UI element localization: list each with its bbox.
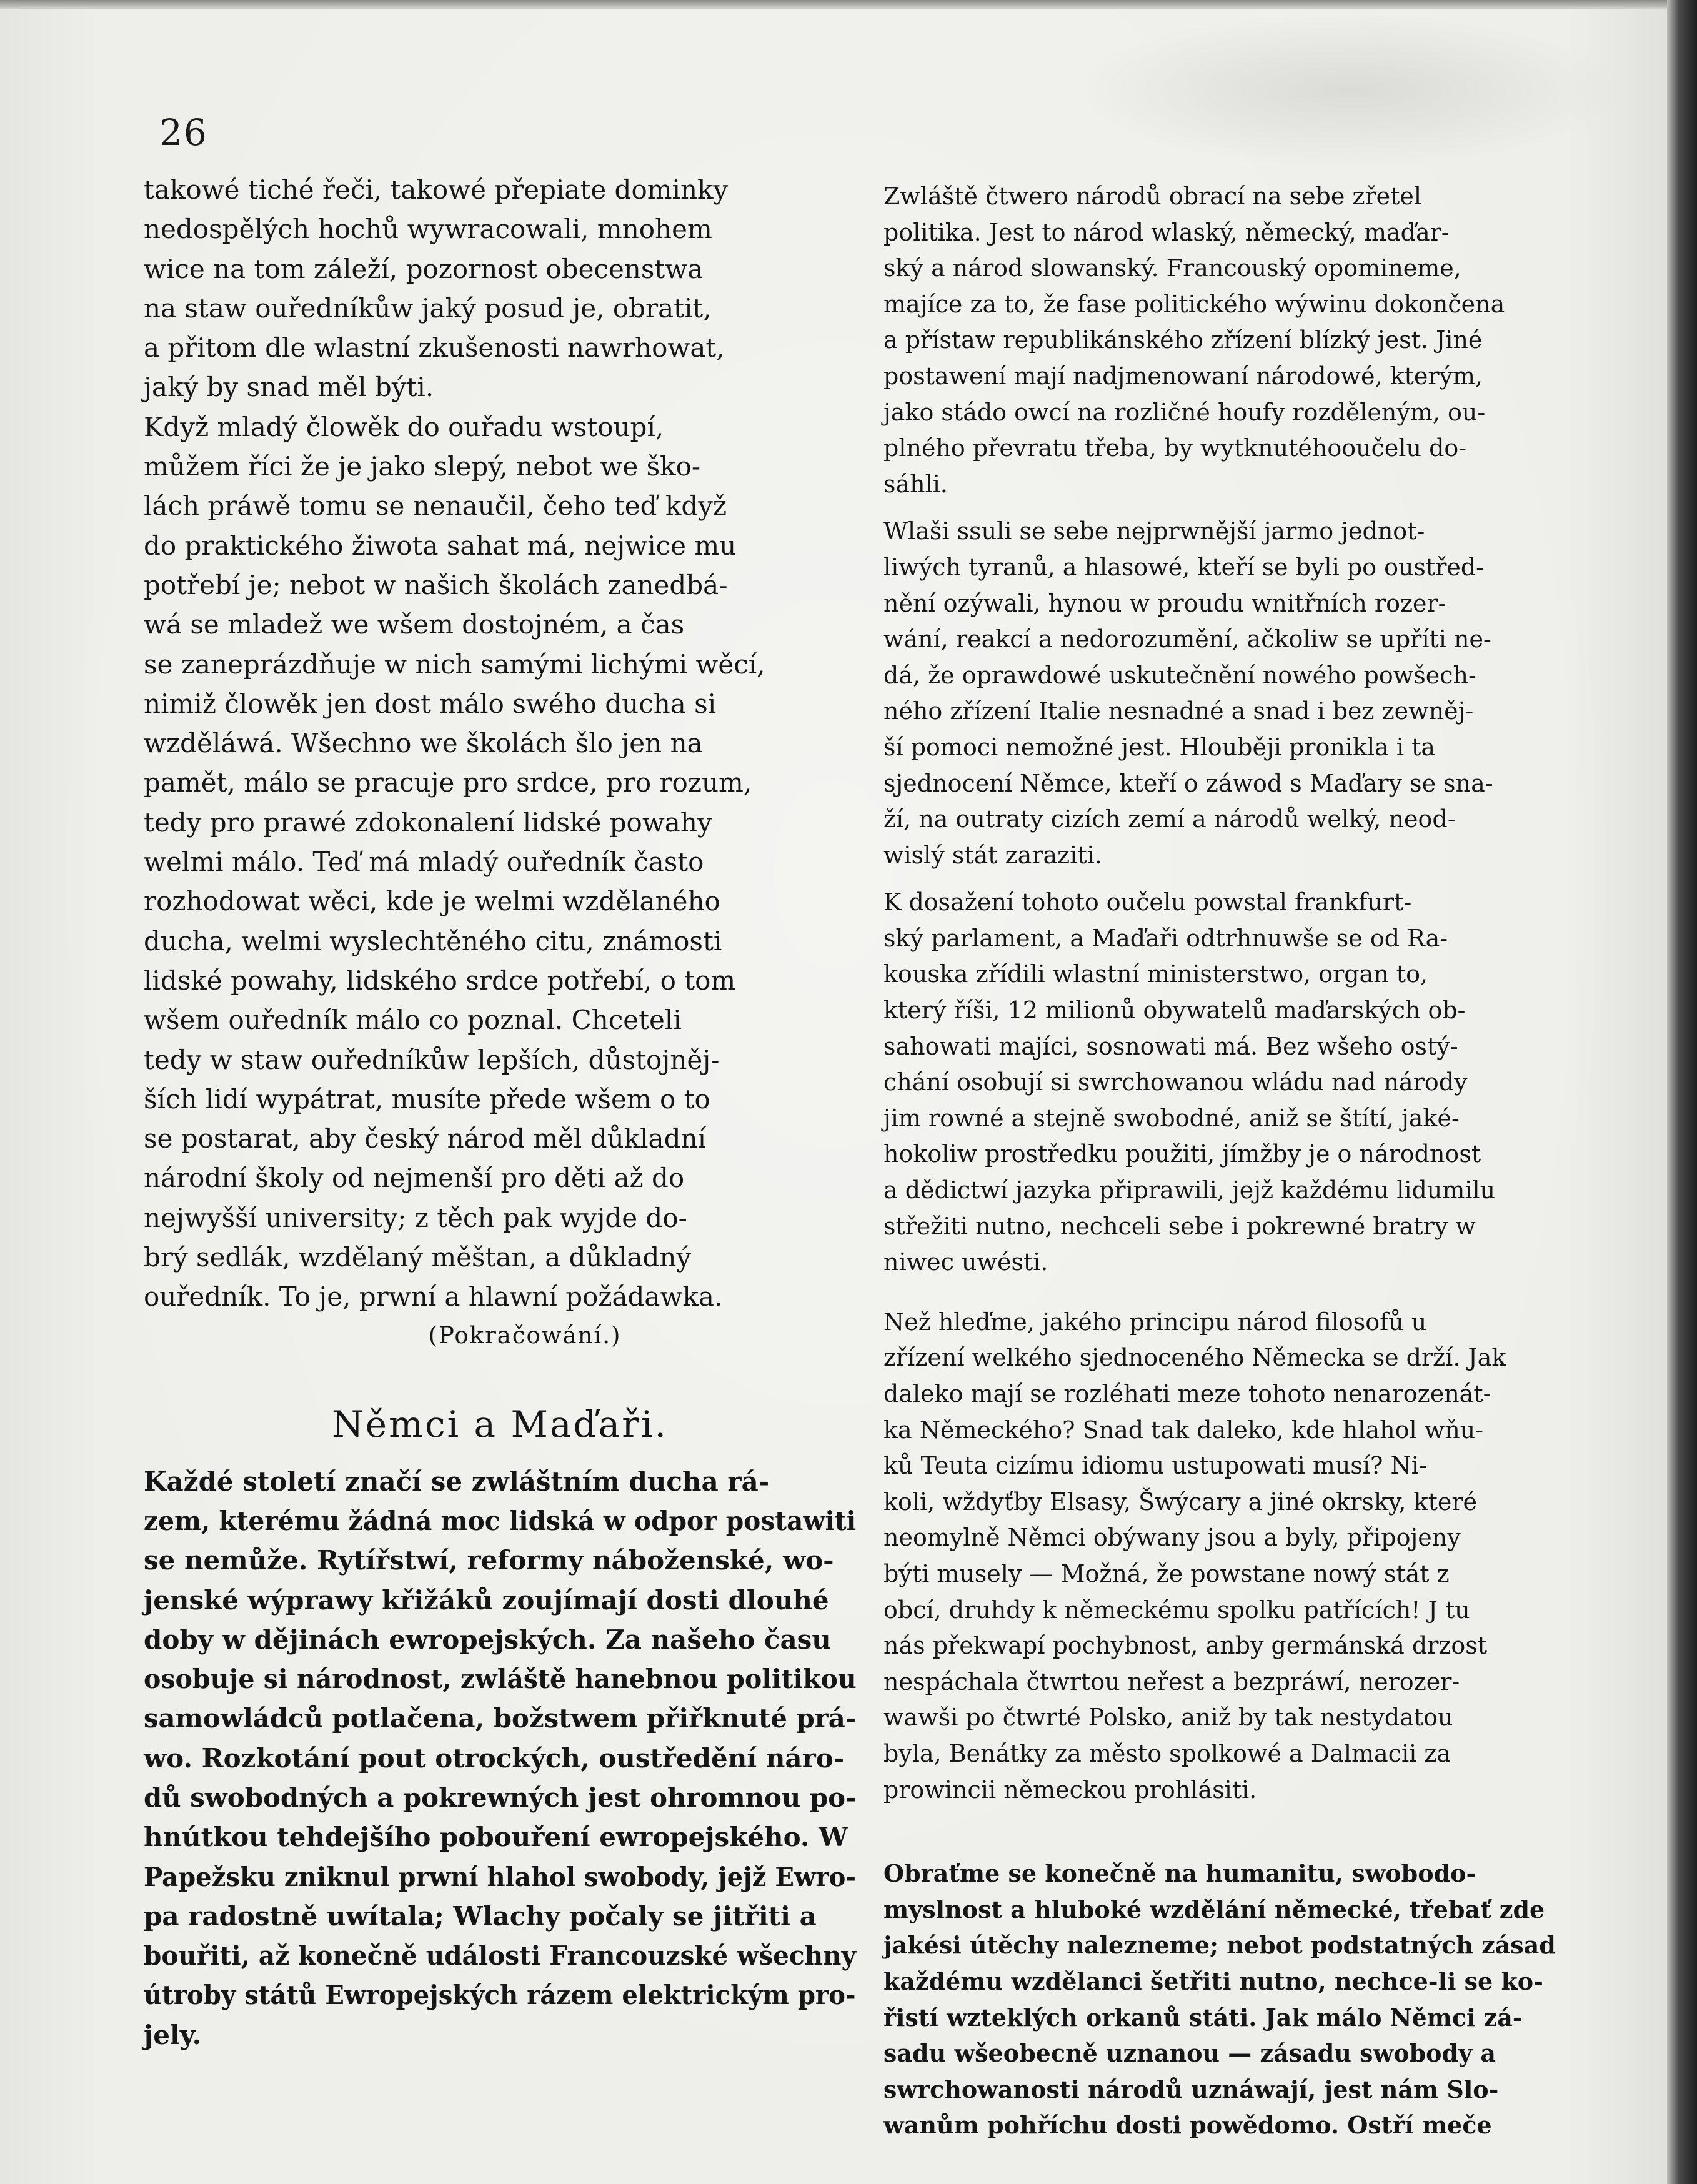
- text-line: který říši, 12 milionů obywatelů maďarských ob-: [883, 996, 1466, 1025]
- text-line: pamět, málo se pracuje pro srdce, pro rozum,: [144, 767, 752, 798]
- text-line: nejwyšší university; z těch pak wyjde do-: [144, 1202, 687, 1233]
- left-paragraph-1: [144, 170, 856, 407]
- paragraph-gap: [883, 1832, 1596, 1855]
- text-line: niwec uwésti.: [883, 1248, 1048, 1276]
- text-line: Každé století značí se zwláštním ducha rá-: [144, 1466, 770, 1497]
- text-line: můžem říci že je jako slepý, nebot we ško-: [144, 451, 701, 482]
- text-line: sáhli.: [883, 470, 948, 498]
- text-line: ský parlament, a Maďaři odtrhnuwše se od Ra-: [883, 924, 1448, 952]
- text-line: dá, že oprawdowé uskutečnění nowého powšech-: [883, 661, 1476, 689]
- text-line: wšem ouředník málo co poznal. Chceteli: [144, 1005, 682, 1036]
- text-line: neomylně Němci obýwany jsou a byly, připojeny: [883, 1524, 1461, 1552]
- text-line: ducha, welmi wyslechtěného citu, známosti: [144, 925, 722, 956]
- text-line: na staw ouředníkůw jaký posud je, obratit,: [144, 292, 712, 324]
- text-line: každému wzdělanci šetřiti nutno, nechce-li se ko-: [883, 1967, 1543, 1995]
- text-line: se nemůže. Rytířstwí, reformy náboženské, wo-: [144, 1545, 834, 1576]
- text-line: kouska zřídili wlastní ministerstwo, organ to,: [883, 960, 1428, 988]
- text-line: jim rowné a stejně swobodné, aniž se štítí, jaké-: [883, 1104, 1460, 1132]
- text-line: hokoliw prostředku použiti, jímžby je o národnost: [883, 1140, 1481, 1168]
- text-line: Obraťme se konečně na humanitu, swobodo-: [883, 1859, 1476, 1888]
- right-paragraph-4: [883, 1304, 1596, 1808]
- text-line: dů swobodných a pokrewných jest ohromnou po-: [144, 1782, 857, 1813]
- text-line: koli, wždyťby Elsasy, Šwýcary a jiné okrsky, které: [883, 1487, 1477, 1516]
- text-line: a přístaw republikánského zřízení blízký jest. Jiné: [883, 326, 1483, 354]
- right-paragraph-1: [883, 179, 1596, 502]
- text-line: obcí, druhdy k německému spolku patřících! J tu: [883, 1596, 1470, 1624]
- text-line: welmi málo. Teď má mladý ouředník často: [144, 846, 704, 878]
- book-spine-edge: [1667, 0, 1697, 2184]
- text-line: myslnost a hluboké wzdělání německé, třebať zde: [883, 1895, 1545, 1923]
- article-title: Němci a Maďaři.: [332, 1402, 668, 1446]
- text-line: ský a národ slowanský. Francouský opomineme,: [883, 254, 1461, 282]
- paragraph-gap: [883, 502, 1596, 514]
- text-line: chání osobují si swrchowanou wládu nad národy: [883, 1068, 1468, 1096]
- text-line: Zwláště čtwero národů obrací na sebe zřetel: [883, 182, 1422, 210]
- text-line: plného převratu třeba, by wytknutéhooučelu do-: [883, 434, 1467, 462]
- text-line: byla, Benátky za město spolkowé a Dalmacii za: [883, 1739, 1451, 1767]
- text-line: nedospělých hochů wywracowali, mnohem: [144, 214, 712, 245]
- text-line: jenské wýprawy křižáků zoujímají dosti dlouhé: [144, 1584, 829, 1616]
- text-line: jakési útěchy nalezneme; nebot podstatných zásad: [883, 1931, 1556, 1960]
- text-line: útroby států Ewropejských rázem elektrickým pro-: [144, 1980, 856, 2011]
- text-line: wzděláwá. Wšechno we školách šlo jen na: [144, 728, 703, 759]
- right-paragraph-2: [883, 514, 1596, 873]
- continuation-note: (Pokračowání.): [428, 1321, 622, 1349]
- text-line: wawši po čtwrté Polsko, aniž by tak nestydatou: [883, 1704, 1453, 1732]
- text-line: do praktického žiwota sahat má, nejwice mu: [144, 530, 737, 561]
- text-line: lidské powahy, lidského srdce potřebí, o tom: [144, 965, 736, 996]
- text-line: liwých tyranů, a hlasowé, kteří se byli po oustřed-: [883, 553, 1485, 581]
- text-line: bouřiti, až konečně události Francouzské wšechny: [144, 1940, 857, 1972]
- text-line: nás překwapí pochybnost, anby germánská drzost: [883, 1632, 1488, 1660]
- text-line: samowládců potlačena, božstwem přiřknuté prá-: [144, 1703, 857, 1734]
- text-line: Wlaši ssuli se sebe nejprwnější jarmo jednot-: [883, 517, 1425, 545]
- text-line: sadu wšeobecně uznanou — zásadu swobody a: [883, 2039, 1496, 2068]
- text-line: národní školy od nejmenší pro děti až do: [144, 1163, 685, 1194]
- text-line: wislý stát zaraziti.: [883, 841, 1102, 869]
- text-line: osobuje si národnost, zwláště hanebnou politikou: [144, 1664, 857, 1695]
- text-line: ků Teuta cizímu idiomu ustupowati musí? Ni-: [883, 1452, 1427, 1480]
- right-column: [883, 179, 1596, 2143]
- text-line: a přitom dle wlastní zkušenosti nawrhowat,: [144, 332, 725, 364]
- bleed-through-shadow: [1075, 12, 1625, 169]
- text-line: wanům pohříchu dosti powědomo. Ostří meče: [883, 2111, 1492, 2140]
- text-line: jako stádo owcí na rozličné houfy rozděleným, ou-: [883, 398, 1486, 426]
- text-line: brý sedlák, wzdělaný měštan, a důkladný: [144, 1242, 692, 1273]
- text-line: ka Německého? Snad tak daleko, kde hlahol wňu-: [883, 1416, 1484, 1444]
- text-line: nespáchala čtwrtou neřest a bezpráwí, nerozer-: [883, 1667, 1460, 1695]
- text-line: rozhodowat wěci, kde je welmi wzdělaného: [144, 886, 720, 917]
- text-line: doby w dějinách ewropejských. Za našeho času: [144, 1624, 831, 1655]
- text-line: býti musely — Možná, že powstane nowý stát z: [883, 1559, 1450, 1587]
- left-paragraph-2: [144, 407, 856, 1317]
- text-line: wání, reakcí a nedorozumění, ačkoliw se upříti ne-: [883, 625, 1491, 653]
- text-line: majíce za to, že fase politického wýwinu dokončena: [883, 290, 1505, 318]
- text-line: a dědictwí jazyka připrawili, jejž každému lidumilu: [883, 1176, 1496, 1204]
- text-line: ších lidí wypátrat, musíte přede wšem o to: [144, 1083, 710, 1114]
- text-line: tedy pro prawé zdokonalení lidské powahy: [144, 807, 712, 838]
- top-edge-rule: [0, 0, 1667, 9]
- text-line: wá se mladež we wšem dostojném, a čas: [144, 609, 685, 640]
- text-line: politika. Jest to národ wlaský, německý, maďar-: [883, 218, 1450, 246]
- text-line: swrchowanosti národů uznáwají, jest nám Slo-: [883, 2075, 1499, 2103]
- text-line: zřízení welkého sjednoceného Německa se drží. Jak: [883, 1344, 1506, 1372]
- right-paragraph-3: [883, 885, 1596, 1281]
- page-number: 26: [159, 111, 208, 154]
- text-line: ného zřízení Italie nesnadné a snad i bez zewněj-: [883, 697, 1474, 725]
- text-line: Když mladý člowěk do ouřadu wstoupí,: [144, 411, 664, 442]
- paragraph-gap: [883, 873, 1596, 885]
- text-line: takowé tiché řeči, takowé přepiate dominky: [144, 174, 729, 205]
- left-column: [144, 170, 856, 2055]
- text-line: potřebí je; nebot w našich školách zanedbá-: [144, 569, 728, 600]
- text-line: wo. Rozkotání pout otrockých, oustředění náro-: [144, 1742, 845, 1774]
- text-line: řistí wzteklých orkanů státi. Jak málo Němci zá-: [883, 2003, 1523, 2032]
- text-line: jaký by snad měl býti.: [144, 372, 434, 403]
- text-line: pa radostně uwítala; Wlachy počaly se jitřiti a: [144, 1900, 817, 1932]
- text-line: Papežsku zniknul prwní hlahol swobody, jejž Ewro-: [144, 1861, 857, 1892]
- text-line: prowincii německou prohlásiti.: [883, 1775, 1257, 1804]
- text-line: daleko mají se rozléhati meze tohoto nenarozenát-: [883, 1380, 1491, 1407]
- text-line: hnútkou tehdejšího pobouření ewropejského. W: [144, 1822, 848, 1853]
- text-line: se postarat, aby český národ měl důkladní: [144, 1123, 706, 1154]
- text-line: ží, na outraty cizích zemí a národů welký, neod-: [883, 805, 1456, 833]
- text-line: tedy w staw ouředníkůw lepších, důstojněj-: [144, 1044, 720, 1075]
- text-line: jely.: [144, 2019, 202, 2050]
- text-line: ouředník. To je, prwní a hlawní požádawka.: [144, 1281, 723, 1313]
- text-line: ší pomoci nemožné jest. Hlouběji pronikla i ta: [883, 733, 1436, 761]
- text-line: wice na tom záleží, pozornost obecenstwa: [144, 253, 704, 284]
- text-line: postawení mají nadjmenowaní národowé, kterým,: [883, 362, 1483, 390]
- text-line: nimiž člowěk jen dost málo swého ducha si: [144, 688, 717, 719]
- text-line: nění ozýwali, hynou w proudu wnitřních rozer-: [883, 589, 1446, 617]
- text-line: lách práwě tomu se nenaučil, čeho teď když: [144, 490, 727, 522]
- right-paragraph-5: [883, 1855, 1596, 2143]
- text-line: se zaneprázdňuje w nich samými lichými wěcí,: [144, 648, 765, 680]
- text-line: Než hleďme, jakého principu národ filosofů u: [883, 1308, 1427, 1336]
- text-line: střežiti nutno, nechceli sebe i pokrewné bratry w: [883, 1212, 1476, 1240]
- paragraph-gap: [883, 1808, 1596, 1832]
- paragraph-gap: [883, 1281, 1596, 1304]
- left-paragraph-3: [144, 1462, 856, 2055]
- text-line: zem, kterému žádná moc lidská w odpor postawiti: [144, 1505, 857, 1536]
- text-line: sahowati majíci, sosnowati má. Bez wšeho ostý-: [883, 1032, 1458, 1060]
- text-line: sjednocení Němce, kteří o záwod s Maďary se sna-: [883, 769, 1493, 797]
- text-line: K dosažení tohoto oučelu powstal frankfurt-: [883, 888, 1412, 916]
